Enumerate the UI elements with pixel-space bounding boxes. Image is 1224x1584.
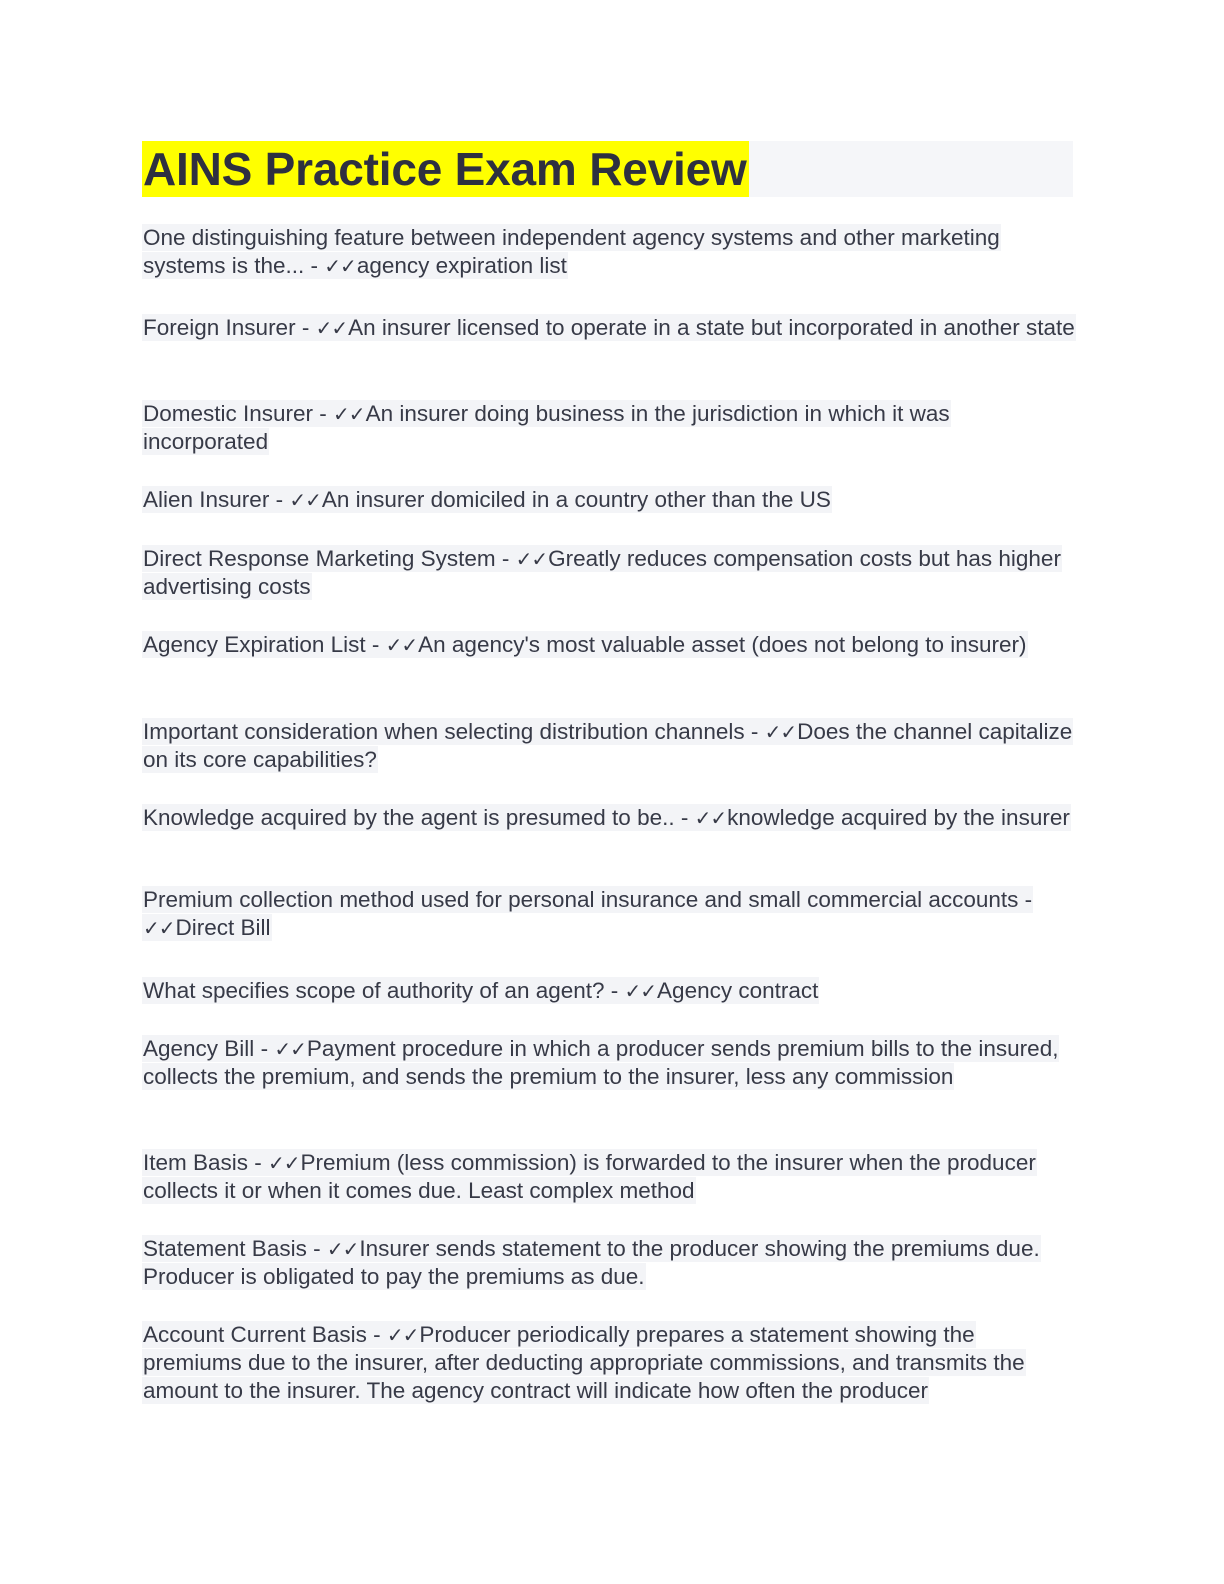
qa-item: One distinguishing feature between independent agency systems and other marketing systems is the... - ✓✓agency expiration list	[143, 225, 1000, 279]
qa-answer: Greatly reduces compensation costs but has higher advertising costs	[143, 546, 1061, 600]
qa-answer: Does the channel capitalize on its core capabilities?	[143, 719, 1073, 773]
double-check-icon: ✓✓	[694, 806, 727, 830]
qa-answer: agency expiration list	[356, 253, 567, 279]
qa-term: Direct Response Marketing System	[143, 546, 496, 571]
qa-term: Alien Insurer	[143, 487, 270, 512]
qa-answer: Insurer sends statement to the producer showing the premiums due. Producer is obligated to pay the premiums as due.	[143, 1236, 1040, 1290]
qa-item: Item Basis - ✓✓Premium (less commission) is forwarded to the insurer when the producer collects it or when it comes due. Least complex method	[143, 1150, 1036, 1204]
qa-term: Important consideration when selecting distribution channels	[143, 719, 745, 744]
qa-term: Premium collection method used for personal insurance and small commercial accounts	[143, 887, 1019, 912]
qa-term: Foreign Insurer	[143, 315, 296, 340]
double-check-icon: ✓✓	[326, 1237, 359, 1261]
qa-item: Direct Response Marketing System - ✓✓Greatly reduces compensation costs but has higher advertising costs	[143, 546, 1061, 600]
double-check-icon: ✓✓	[289, 488, 321, 512]
qa-term: Knowledge acquired by the agent is presumed to be..	[143, 805, 675, 830]
qa-answer: Premium (less commission) is forwarded to the insurer when the producer collects it or when it comes due. Least complex method	[143, 1150, 1036, 1204]
double-check-icon: ✓✓	[386, 1323, 419, 1347]
qa-item: Agency Bill - ✓✓Payment procedure in which a producer sends premium bills to the insured, collects the premium, and sends the premium to the insurer, less any commission	[143, 1036, 1059, 1090]
double-check-icon: ✓✓	[624, 979, 657, 1003]
qa-term: Agency Bill	[143, 1036, 255, 1061]
double-check-icon: ✓✓	[385, 633, 418, 657]
qa-term: Item Basis	[143, 1150, 249, 1175]
double-check-icon: ✓✓	[274, 1037, 306, 1061]
qa-answer: Agency contract	[657, 978, 819, 1003]
qa-answer: Payment procedure in which a producer sends premium bills to the insured, collects the premium, and sends the premium to the insurer, less any commission	[143, 1036, 1059, 1090]
qa-answer: An agency's most valuable asset (does not belong to insurer)	[418, 632, 1027, 657]
qa-item: Premium collection method used for personal insurance and small commercial accounts - ✓✓Direct Bill	[143, 887, 1033, 941]
qa-answer: knowledge acquired by the insurer	[727, 805, 1070, 830]
qa-item: Agency Expiration List - ✓✓An agency's most valuable asset (does not belong to insurer)	[143, 632, 1027, 657]
qa-item: Domestic Insurer - ✓✓An insurer doing business in the jurisdiction in which it was incorporated	[143, 401, 950, 455]
qa-answer: An insurer domiciled in a country other than the US	[321, 487, 831, 512]
qa-item: Important consideration when selecting distribution channels - ✓✓Does the channel capitalize on its core capabilities?	[143, 719, 1073, 773]
qa-term: Account Current Basis	[143, 1322, 367, 1347]
double-check-icon: ✓✓	[333, 402, 365, 426]
qa-item: Knowledge acquired by the agent is presumed to be.. - ✓✓knowledge acquired by the insurer	[143, 805, 1070, 830]
qa-item: Alien Insurer - ✓✓An insurer domiciled in a country other than the US	[143, 487, 831, 512]
double-check-icon: ✓✓	[764, 720, 797, 744]
qa-term: Domestic Insurer	[143, 401, 314, 426]
qa-item: What specifies scope of authority of an agent? - ✓✓Agency contract	[143, 978, 819, 1003]
qa-answer: An insurer licensed to operate in a state but incorporated in another state	[348, 315, 1075, 340]
qa-term: One distinguishing feature between independent agency systems and other marketing systems is the...	[143, 225, 1000, 279]
qa-item: Foreign Insurer - ✓✓An insurer licensed to operate in a state but incorporated in another state	[143, 315, 1075, 340]
double-check-icon: ✓✓	[143, 916, 175, 941]
double-check-icon: ✓✓	[268, 1151, 300, 1175]
qa-answer: Direct Bill	[175, 915, 271, 941]
qa-term: What specifies scope of authority of an agent?	[143, 978, 605, 1003]
qa-item: Statement Basis - ✓✓Insurer sends statement to the producer showing the premiums due. Producer is obligated to pay the premiums as due.	[143, 1236, 1040, 1290]
qa-answer: Producer periodically prepares a statement showing the premiums due to the insurer, after deducting appropriate commissions, and transmits the amount to the insurer. The agency contract will indicate how often the producer	[143, 1322, 1025, 1404]
qa-answer: An insurer doing business in the jurisdiction in which it was incorporated	[143, 401, 950, 455]
qa-item: Account Current Basis - ✓✓Producer periodically prepares a statement showing the premiums due to the insurer, after deducting appropriate commissions, and transmits the amount to the insurer. The agency contract will indicate how often the producer	[143, 1322, 1025, 1404]
double-check-icon: ✓✓	[315, 316, 348, 340]
double-check-icon: ✓✓	[515, 547, 548, 571]
double-check-icon: ✓✓	[324, 254, 356, 279]
page-title: AINS Practice Exam Review	[143, 143, 747, 195]
qa-term: Statement Basis	[143, 1236, 307, 1261]
qa-term: Agency Expiration List	[143, 632, 366, 657]
